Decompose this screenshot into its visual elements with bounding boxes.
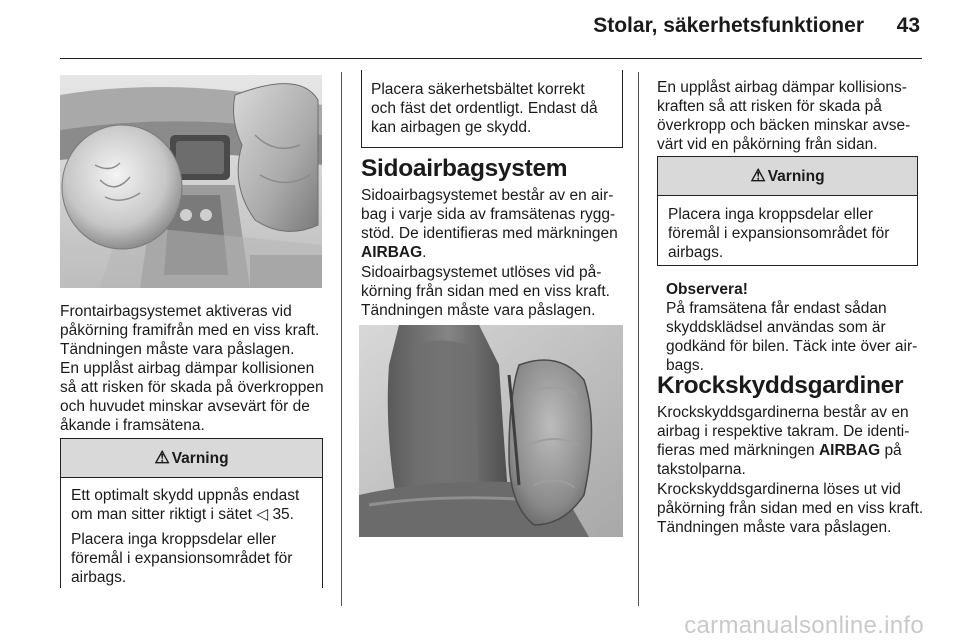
side-airbag-paragraph-2: Sidoairbagsystemet utlöses vid påkörning från sidan med en viss kraft. Tändningen måste vara påslagen. <box>361 264 610 319</box>
warning-text-2: Placera inga kroppsdelar eller föremål i expansionsområdet för airbags. <box>71 531 293 586</box>
warning-box-left <box>60 438 323 588</box>
note-block <box>666 280 928 375</box>
warning-header <box>61 439 322 478</box>
side-airbag-paragraph-1-end: . <box>422 244 427 261</box>
side-airbag-paragraph-1-text: Sidoairbagsystemet består av en airbag i varje sida av framsätenas ryggstöd. De identifieras med märkningen <box>361 187 618 242</box>
page-number: 43 <box>896 14 920 37</box>
page-header-title: Stolar, säkerhetsfunktioner <box>593 14 864 37</box>
warning-header-right <box>658 157 917 196</box>
seatbelt-note-text: Placera säkerhetsbältet korrekt och fäst det ordentligt. Endast då kan airbagen ge skydd. <box>371 81 598 136</box>
front-airbag-illustration <box>60 75 322 288</box>
side-airbag-seat-illustration <box>359 325 623 537</box>
warning-triangle-icon: ⚠ <box>750 166 766 185</box>
curtain-airbag-paragraph-1-text: Krockskyddsgardinerna består av en airbag i respektive takram. De identifieras med märkningen <box>657 404 910 459</box>
column-divider-1 <box>341 72 342 606</box>
footer-watermark: carmanualsonline.info <box>684 612 924 639</box>
header-rule <box>60 58 922 59</box>
curtain-airbag-heading: Krockskyddsgardiner <box>657 372 904 399</box>
curtain-airbag-paragraph-1 <box>657 403 925 479</box>
side-airbag-paragraph-1 <box>361 186 625 262</box>
note-title: Observera! <box>666 281 748 298</box>
warning-box-right <box>657 156 918 266</box>
warning-page-reference[interactable]: 35. <box>272 506 294 523</box>
column-divider-2 <box>638 72 639 606</box>
warning-title: Varning <box>171 450 229 467</box>
front-airbag-paragraph-2: En upplåst airbag dämpar kollisionen så att risken för skada på överkroppen och huvudet minskar avsevärt för de åkande i framsätena. <box>60 360 324 434</box>
side-airbag-paragraph-3: En upplåst airbag dämpar kollisionskraften så att risken för skada på överkropp och bäcken minskar avsevärt vid en påkörning från sidan. <box>657 79 911 153</box>
warning-text-1-main: Ett optimalt skydd uppnås endast om man sitter riktigt i sätet <box>71 487 300 523</box>
curtain-airbag-paragraph-1-end: på takstolparna. <box>657 442 902 478</box>
seatbelt-note-box <box>361 70 623 148</box>
note-text: På framsätena får endast sådan skyddsklädsel användas som är godkänd för bilen. Täck inte över airbags. <box>666 300 918 374</box>
airbag-label: AIRBAG <box>361 244 423 261</box>
side-airbag-heading: Sidoairbagsystem <box>361 155 568 182</box>
page-reference-arrow-icon: ◁ <box>256 506 269 523</box>
warning-triangle-icon: ⚠ <box>154 448 170 467</box>
warning-right-text: Placera inga kroppsdelar eller föremål i expansionsområdet för airbags. <box>668 206 890 261</box>
warning-title-right: Varning <box>767 168 825 185</box>
airbag-label-curtain: AIRBAG <box>818 442 881 459</box>
curtain-airbag-paragraph-2: Krockskyddsgardinerna löses ut vid påkörning från sidan med en viss kraft. Tändningen måste vara påslagen. <box>657 481 924 536</box>
warning-text-1 <box>71 486 312 524</box>
front-airbag-paragraph-1: Frontairbagsystemet aktiveras vid påkörning framifrån med en viss kraft. Tändningen måste vara påslagen. <box>60 303 320 358</box>
